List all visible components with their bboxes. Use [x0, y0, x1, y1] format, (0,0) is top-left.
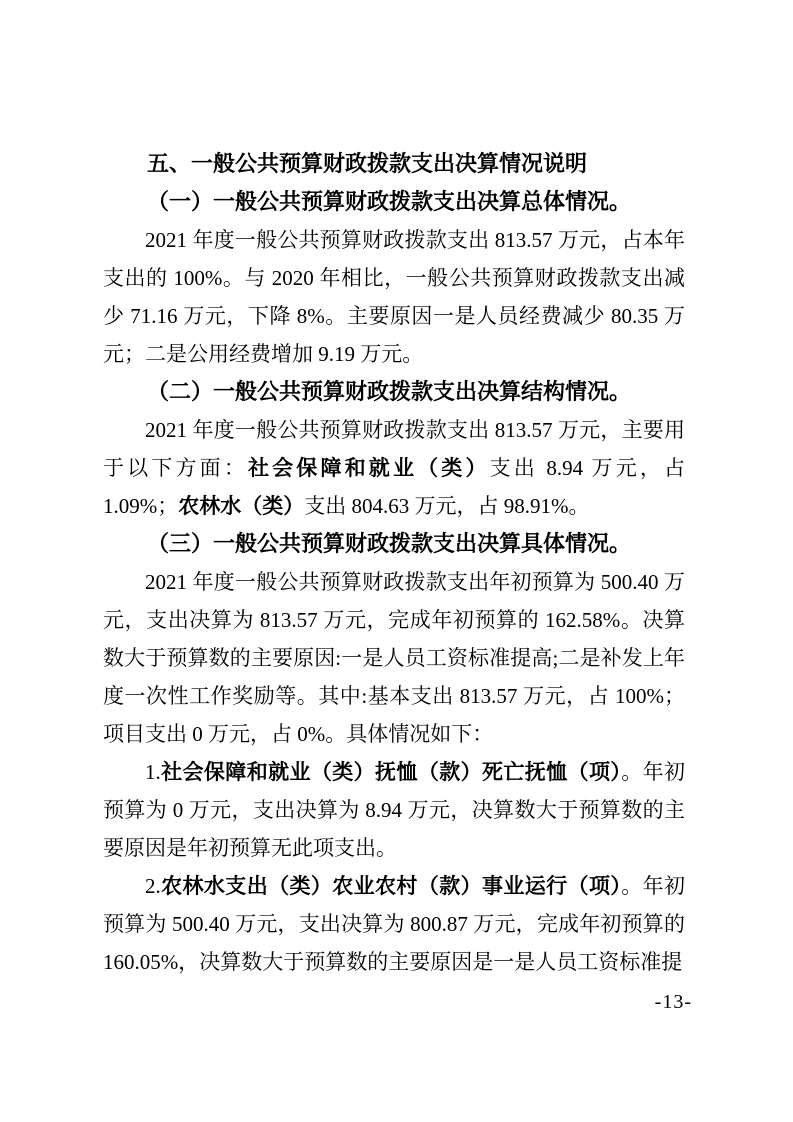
text-run: 1. [145, 760, 161, 784]
bold-text-run: 社会保障和就业（类） [247, 456, 490, 480]
bold-text-run: 社会保障和就业（类）抚恤（款）死亡抚恤（项） [160, 760, 622, 784]
subsection-heading-3: （三）一般公共预算财政拨款支出决算具体情况。 [147, 531, 632, 556]
bold-text-run: 农林水支出（类）农业农村（款）事业运行（项） [160, 874, 622, 898]
text-run: 。年初预算为 0 万元，支出决算为 8.94 万元，决算数大于预算数的主要原因是年初预算无此项支出。 [103, 760, 685, 860]
text-run: 2021 年度一般公共预算财政拨款支出 813.57 万元，主要用于以下方面： [103, 418, 685, 480]
paragraph-item-2 [103, 867, 685, 981]
paragraph-overall [103, 221, 685, 373]
section-heading-5: 五、一般公共预算财政拨款支出决算情况说明 [147, 151, 588, 176]
text-run: 。年初预算为 500.40 万元，支出决算为 800.87 万元，完成年初预算的 160.05%，决算数大于预算数的主要原因是一是人员工资标准提 [103, 874, 685, 974]
text-run: 支出 804.63 万元，占 98.91%。 [304, 494, 590, 518]
paragraph-structure [103, 411, 685, 525]
paragraph-item-1 [103, 753, 685, 867]
text-run: 支出 8.94 万元，占 1.09%； [103, 456, 686, 518]
bold-text-run: 农林水（类） [178, 494, 305, 518]
text-run: 2021 年度一般公共预算财政拨款支出 813.57 万元，占本年支出的 100%。与 2020 年相比，一般公共预算财政拨款支出减少 71.16 万元，下降 8%。主要原因一是人员经费减少 80.35 万元；二是公用经费增加 9.19 万元。 [103, 228, 685, 366]
text-run: 2. [145, 874, 161, 898]
paragraph-detail [103, 563, 685, 753]
text-run: 2021 年度一般公共预算财政拨款支出年初预算为 500.40 万元，支出决算为 813.57 万元，完成年初预算的 162.58%。决算数大于预算数的主要原因:一是人员工资标准提高;二是补发上年度一次性工作奖励等。其中:基本支出 813.57 万元，占 100%；项目支出 0 万元，占 0%。具体情况如下： [103, 570, 685, 746]
document-body [103, 145, 685, 981]
subsection-heading-1: （一）一般公共预算财政拨款支出决算总体情况。 [147, 189, 632, 214]
page-number: -13- [654, 991, 692, 1013]
subsection-heading-2: （二）一般公共预算财政拨款支出决算结构情况。 [147, 379, 632, 404]
